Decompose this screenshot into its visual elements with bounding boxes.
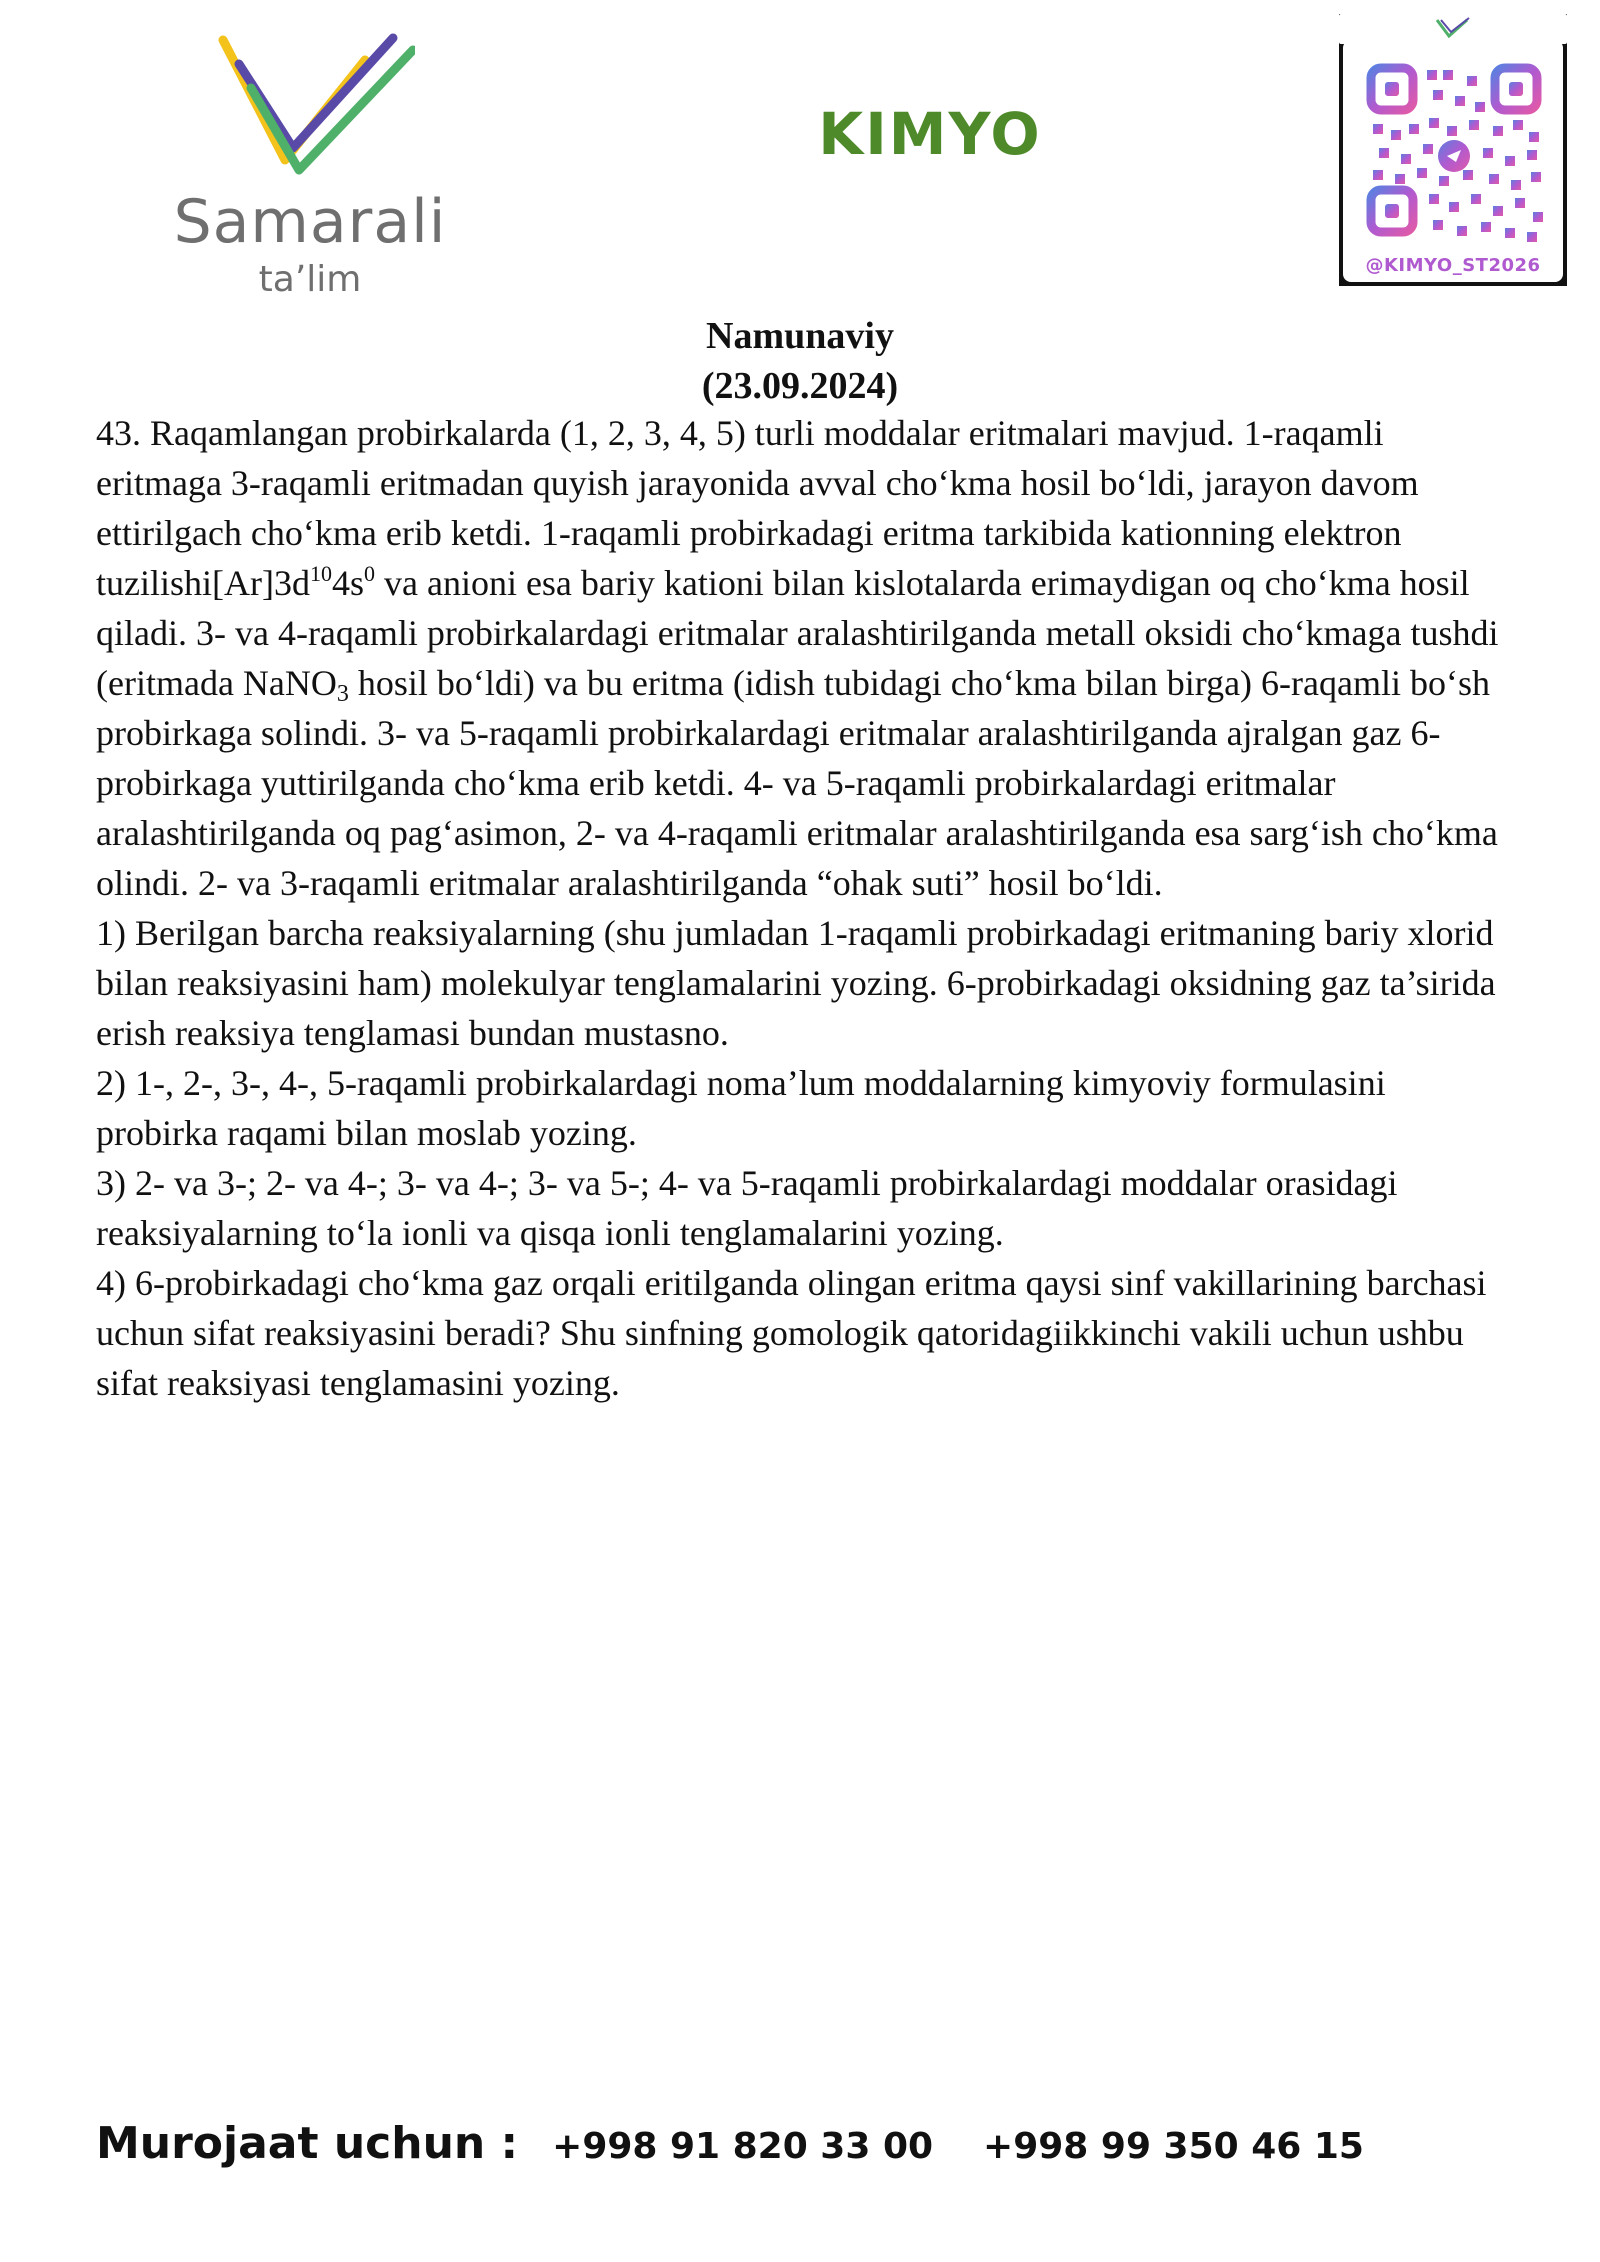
superscript-0: 0 xyxy=(363,561,375,586)
qr-card xyxy=(1339,14,1567,286)
phone-number-1: +998 91 820 33 00 xyxy=(552,2126,934,2167)
qr-checkmark-icon xyxy=(1433,16,1473,40)
qr-code xyxy=(1343,40,1563,282)
document-date: (23.09.2024) xyxy=(701,365,899,407)
checkmark-logo-icon xyxy=(215,30,415,180)
subscript-3: 3 xyxy=(336,681,349,707)
subject-heading: KIMYO xyxy=(818,100,1042,168)
contact-footer xyxy=(96,2118,1536,2169)
statement-part-c: va anioni esa bariy kationi bilan kislotalarda erimaydigan oq cho‘kma hosil qiladi. 3- va 4-raqamli probirkalardagi eritmalar aralashtirilganda metall oksidi cho‘kmaga tushdi (eritmada NaNO xyxy=(96,563,1499,703)
logo-wordmark: Samarali xyxy=(173,187,447,257)
qr-handle-text: @KIMYO_ST2026 xyxy=(1365,255,1541,276)
statement-part-d: hosil bo‘ldi) va bu eritma (idish tubidagi cho‘kma bilan birga) 6-raqamli bo‘sh probirkaga solindi. 3- va 5-raqamli probirkalardagi eritmalar aralashtirilganda ajralgan gaz 6-probirkaga yuttirilganda cho‘kma erib ketdi. 4- va 5-raqamli probirkalardagi eritmalar aralashtirilganda oq pag‘asimon, 2- va 4-raqamli eritmalar aralashtirilganda esa sarg‘ish cho‘kma olindi. 2- va 3-raqamli eritmalar aralashtirilganda “ohak suti” hosil bo‘ldi. xyxy=(96,663,1498,903)
statement-part-a: 43. Raqamlangan probirkalarda (1, 2, 3, 4, 5) turli moddalar eritmalari mavjud. 1-raqamli eritmaga 3-raqamli eritmadan quyish jarayonida avval cho‘kma hosil bo‘ldi, jarayon davom ettirilgach cho‘kma erib ketdi. 1-raqamli probirkadagi eritma tarkibida kationning elektron tuzilishi[Ar]3d xyxy=(96,413,1419,603)
contact-label: Murojaat uchun : xyxy=(96,2118,519,2169)
question-3: 3) 2- va 3-; 2- va 4-; 3- va 4-; 3- va 5-; 4- va 5-raqamli probirkalardagi moddalar orasidagi reaksiyalarning to‘la ionli va qisqa ionli tenglamalarini yozing. xyxy=(96,1163,1398,1253)
brand-logo xyxy=(150,30,470,300)
phone-number-2: +998 99 350 46 15 xyxy=(983,2126,1364,2167)
superscript-10: 10 xyxy=(309,561,332,586)
qr-code-icon xyxy=(1343,56,1563,246)
question-1: 1) Berilgan barcha reaksiyalarning (shu jumladan 1-raqamli probirkadagi eritmaning bariy xlorid bilan reaksiyasini ham) molekulyar tenglamalarini yozing. 6-probirkadagi oksidning gaz ta’sirida erish reaksiya tenglamasi bundan mustasno. xyxy=(96,913,1496,1053)
problem-statement xyxy=(96,408,1516,908)
question-4: 4) 6-probirkadagi cho‘kma gaz orqali eritilganda olingan eritma qaysi sinf vakillarining barchasi uchun sifat reaksiyasini beradi? Shu sinfning gomologik qatoridagiikkinchi vakili uchun ushbu sifat reaksiyasi tenglamasini yozing. xyxy=(96,1263,1487,1403)
statement-part-b: 4s xyxy=(331,563,364,603)
logo-tagline: ta’lim xyxy=(258,259,362,300)
document-title: Namunaviy xyxy=(706,315,894,357)
problem-body xyxy=(96,408,1516,1408)
question-2: 2) 1-, 2-, 3-, 4-, 5-raqamli probirkalardagi noma’lum moddalarning kimyoviy formulasini probirka raqami bilan moslab yozing. xyxy=(96,1063,1386,1153)
